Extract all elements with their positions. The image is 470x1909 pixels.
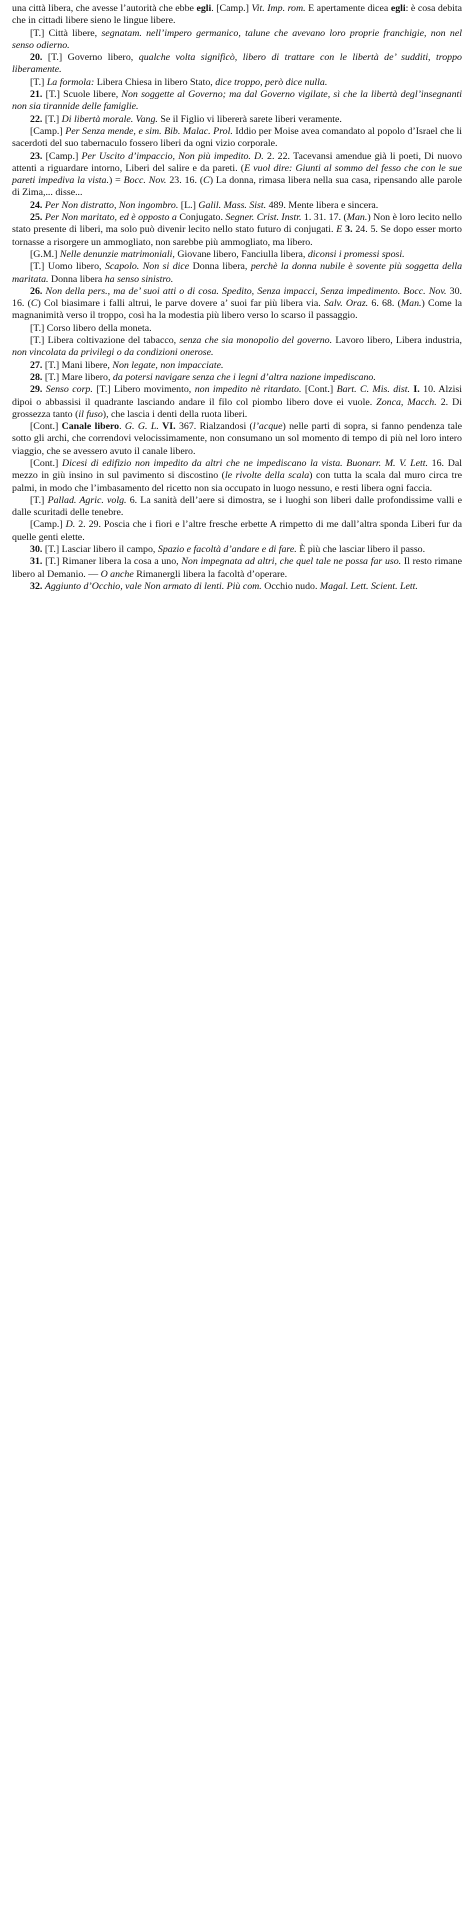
italic-text: Magal. Lett. Scient. Lett. bbox=[319, 580, 418, 592]
dictionary-entry bbox=[12, 556, 462, 581]
italic-text: non impedito nè ritardato. bbox=[194, 384, 302, 396]
bold-text: 32. bbox=[30, 580, 43, 592]
italic-text: Per Non maritato, ed è opposto a bbox=[44, 212, 177, 224]
entry-text: E apertamente dicea bbox=[305, 3, 391, 14]
dictionary-entry bbox=[12, 89, 462, 114]
italic-text: il fuso bbox=[78, 408, 103, 420]
dictionary-entry bbox=[12, 384, 462, 421]
entry-text: [T.] bbox=[30, 494, 48, 506]
entry-text: 30. 16. ( bbox=[12, 285, 463, 310]
entry-text: [T.] Lasciar libero il campo, bbox=[42, 544, 158, 556]
dictionary-entry bbox=[12, 200, 462, 212]
italic-text: diconsi i promessi sposi. bbox=[307, 248, 405, 260]
italic-text: Senso corp. bbox=[45, 384, 93, 396]
entry-text: 16. Dal mezzo in giù insino in sul pavimento si discostino ( bbox=[12, 457, 462, 482]
italic-text: Per Non distratto, Non ingombro. bbox=[44, 199, 179, 211]
entry-text: ) Non è loro lecito nello stato presente di liberi, ma solo può divenir lecito nello stato futuro di conjugati. bbox=[12, 212, 462, 236]
bold-text: 25. bbox=[30, 212, 43, 224]
entry-text: 367. Rialzandosi ( bbox=[175, 421, 253, 433]
entry-text: Se il Figlio vi libererà sarete liberi veramente. bbox=[157, 113, 342, 125]
bold-text: 31. bbox=[30, 556, 43, 568]
italic-text: C bbox=[203, 175, 210, 187]
italic-text: perchè la donna nubile è sovente più soggetta della maritata. bbox=[12, 261, 463, 285]
italic-text: Pallad. Agric. volg. bbox=[47, 494, 127, 506]
entry-text: una città libera, che avesse l’autorità che ebbe bbox=[12, 3, 197, 14]
italic-text: La formola: bbox=[46, 76, 95, 88]
bold-text: I. bbox=[413, 384, 420, 396]
entry-text: [T.] Mani libere, bbox=[42, 359, 113, 371]
entry-text: ) nelle parti di sopra, si fanno pendenza tale sotto gli archi, che correndovi velocissimamente, non consumano un sol momento di tempo di più nel loro intero viaggio, che se avessero avuto il canale libero. bbox=[12, 421, 462, 457]
entry-text: 6. 68. ( bbox=[368, 298, 401, 310]
dictionary-entry bbox=[12, 581, 462, 593]
bold-text: egli bbox=[196, 3, 212, 14]
entry-text: È più che lasciar libero il passo. bbox=[296, 544, 426, 556]
entry-text: : è cosa debita che in cittadi libere sieno le lingue libere. bbox=[12, 3, 463, 27]
entry-text: 2. Di grossezza tanto ( bbox=[12, 396, 462, 420]
bold-text: 23. bbox=[30, 150, 43, 162]
entry-text: ) La donna, rimasa libera nella sua casa, ripensando alle parole di Zima,... disse... bbox=[12, 175, 462, 199]
entry-text: [G.M.] bbox=[30, 248, 60, 260]
dictionary-entry bbox=[12, 495, 462, 520]
italic-text: Zonca, Macch. bbox=[376, 396, 437, 408]
entry-text: Donna libera bbox=[48, 273, 105, 285]
bold-text: 20. bbox=[30, 52, 43, 64]
bold-text: egli bbox=[390, 3, 406, 14]
entry-text: ) Col biasimare i falli altrui, le parve dovere a’ suoi far più libera via. bbox=[37, 298, 324, 310]
entry-text: ), che lascia i denti della ruota liberi. bbox=[102, 408, 248, 420]
bold-text: 24. bbox=[30, 199, 43, 211]
entry-text: Lavoro libero, Libera industria, bbox=[332, 335, 462, 347]
italic-text: Vit. Imp. rom. bbox=[251, 3, 306, 14]
entry-text: 1. 31. 17. ( bbox=[301, 212, 347, 224]
italic-text: Bocc. Nov. bbox=[123, 175, 167, 187]
italic-text: Nelle denunzie matrimoniali, bbox=[59, 248, 175, 260]
entry-text: [T.] Corso libero della moneta. bbox=[30, 322, 152, 334]
dictionary-entry bbox=[12, 335, 462, 360]
entry-text: [Cont.] bbox=[30, 457, 62, 469]
entry-text: [Cont.] bbox=[30, 421, 62, 433]
entry-text: [T.] Libera coltivazione del tabacco, bbox=[30, 335, 180, 347]
italic-text: Non impegnata ad altri, che quel tale ne possa far uso. bbox=[181, 556, 402, 568]
entry-text: [L.] bbox=[178, 199, 199, 211]
dictionary-entry bbox=[12, 421, 462, 458]
bold-text: 21. bbox=[30, 89, 43, 101]
entry-text: [T.] bbox=[30, 76, 47, 88]
italic-text: senza che sia monopolio del governo. bbox=[179, 335, 333, 347]
bold-text: 22. bbox=[30, 113, 43, 125]
entry-text: 2. 22. Tacevansi amendue già li poeti, Di nuovo attenti a riguardare intorno, Liberi del salire e da pareti. ( bbox=[12, 150, 463, 174]
bold-text: 27. bbox=[30, 359, 43, 371]
dictionary-entry bbox=[12, 323, 462, 335]
entry-text: Occhio nudo. bbox=[261, 580, 320, 592]
bold-text: 26. bbox=[30, 285, 43, 297]
italic-text: Galil. Mass. Sist. bbox=[198, 199, 267, 211]
italic-text: Segner. Crist. Instr. bbox=[225, 212, 302, 224]
italic-text: C bbox=[30, 298, 38, 310]
italic-text: Non della pers., ma de’ suoi atti o di cosa. Spedito, Senza impacci, Senza impedimento. Bocc. Nov. bbox=[45, 285, 447, 297]
italic-text: E bbox=[336, 224, 343, 236]
entry-text: Rimanergli libera la facoltà d’operare. bbox=[133, 568, 288, 580]
italic-text: Per Senza mende, e sim. Bib. Malac. Prol. bbox=[65, 125, 233, 137]
entry-text: [T.] Scuole libere, bbox=[42, 89, 122, 101]
bold-text: 3. bbox=[345, 224, 353, 236]
entry-text: [Camp.] bbox=[30, 125, 66, 137]
entry-text: [Camp.] bbox=[30, 519, 66, 531]
italic-text: D. bbox=[65, 519, 76, 531]
dictionary-entry bbox=[12, 3, 462, 28]
dictionary-entry bbox=[12, 261, 462, 286]
entry-text: 23. 16. ( bbox=[166, 175, 204, 187]
dictionary-entry bbox=[12, 52, 462, 77]
entry-text: [T.] Governo libero, bbox=[42, 52, 139, 64]
italic-text: Non legate, non impacciate. bbox=[112, 359, 224, 371]
bold-text: Canale libero bbox=[61, 421, 120, 433]
dictionary-entry bbox=[12, 151, 462, 200]
entry-text: Donna libera, bbox=[189, 261, 251, 273]
dictionary-entry bbox=[12, 372, 462, 384]
entry-text: 6. La sanità dell’aere si dimostra, se i luoghi son liberi dalle profondissime valli e dalle scuritadi delle tenebre. bbox=[12, 494, 463, 519]
italic-text: G. G. L. bbox=[124, 421, 159, 433]
entry-text: [T.] Città libere, bbox=[30, 27, 102, 39]
entry-text: ) Come la magnanimità verso il troppo, così ha la modestia più libero verso lo scarso il passaggio. bbox=[12, 298, 462, 322]
italic-text: Scapolo. Non si dice bbox=[104, 261, 190, 273]
entry-text: [T.] Libero movimento, bbox=[92, 384, 195, 396]
italic-text: segnatam. nell’impero germanico, talune che avevano loro proprie franchigie, non nel senso odierno. bbox=[12, 27, 462, 51]
italic-text: da potersi navigare senza che i legni d’altra nazione impediscano. bbox=[112, 371, 376, 383]
dictionary-entry bbox=[12, 212, 462, 249]
dictionary-entry bbox=[12, 249, 462, 261]
italic-text: Spazio e facoltà d’andare e di fare. bbox=[157, 544, 297, 556]
italic-text: Di libertà morale. Vang. bbox=[61, 113, 158, 125]
entry-text: . [Camp.] bbox=[211, 3, 252, 14]
dictionary-entry bbox=[12, 519, 462, 544]
entry-text: [T.] Rimaner libera la cosa a uno, bbox=[42, 556, 182, 568]
entry-text: 24. 5. Se dopo esser morto tornasse a risorgere un ammogliato, non sarebbe più ammogliato, ma libero. bbox=[12, 224, 462, 248]
entry-text: Giovane libero, Fanciulla libera, bbox=[174, 248, 308, 260]
dictionary-entry bbox=[12, 544, 462, 556]
entry-text: Libera Chiesa in libero Stato, bbox=[94, 76, 216, 88]
entry-text: 2. 29. Poscia che i fiori e l’altre fresche erbette A rimpetto di me dall’altra sponda Liberi fur da quelle genti elette. bbox=[12, 519, 462, 543]
dictionary-entry bbox=[12, 360, 462, 372]
italic-text: O anche bbox=[100, 568, 134, 580]
italic-text: E vuol dire: Giunti al sommo del fesso che con le sue pareti impediva la vista. bbox=[12, 162, 462, 187]
italic-text: Man. bbox=[346, 212, 368, 224]
italic-text: Per Uscito d’impaccio, Non più impedito. D. bbox=[81, 150, 264, 162]
italic-text: le rivolte della scala bbox=[224, 470, 310, 482]
italic-text: dice troppo, però dice nulla. bbox=[215, 76, 328, 88]
entry-text: Iddio per Moise avea comandato al popolo d’Israel che li sacerdoti del suo tabernaculo fossero liberi da ogni vizio corporale. bbox=[12, 125, 462, 150]
bold-text: 30. bbox=[30, 544, 43, 556]
entry-text: . bbox=[119, 421, 125, 433]
dictionary-entry bbox=[12, 458, 462, 495]
dictionary-entry bbox=[12, 114, 462, 126]
italic-text: Aggiunto d’Occhio, vale Non armato di lenti. Più com. bbox=[44, 580, 262, 592]
italic-text: qualche volta significò, libero di trattare con le libertà de’ sudditi, troppo liberamente. bbox=[12, 52, 462, 76]
entry-text: [T.] bbox=[42, 113, 62, 125]
entry-text: ) con tutta la scala dal muro circa tre palmi, in modo che l’imbasamento del ricetto non sia occupato in luogo nessuno, e resti libera ogni faccia. bbox=[12, 470, 463, 494]
entry-text: 10. Alzisi dipoi o abbassisi il quadrante lasciando andare il filo col piombo libero dove ei vuole. bbox=[12, 384, 462, 408]
entry-text: 489. Mente libera e sincera. bbox=[266, 199, 379, 211]
italic-text: ha senso sinistro. bbox=[104, 273, 174, 285]
bold-text: 28. bbox=[30, 371, 43, 383]
italic-text: Bart. C. Mis. dist. bbox=[336, 384, 410, 396]
italic-text: l’acque bbox=[252, 421, 283, 433]
dictionary-entry bbox=[12, 28, 462, 53]
italic-text: Dicesi di edifizio non impedito da altri che ne impediscano la vista. Buonarr. M. V. Lett. bbox=[61, 457, 428, 469]
italic-text: non vincolata da privilegi o da condizioni onerose. bbox=[12, 347, 214, 359]
bold-text: 29. bbox=[30, 384, 43, 396]
entry-text: [Camp.] bbox=[42, 150, 82, 162]
bold-text: VI. bbox=[162, 421, 176, 433]
entry-text: ) = bbox=[108, 175, 124, 187]
italic-text: Man. bbox=[400, 298, 422, 310]
entry-text: [Cont.] bbox=[301, 384, 337, 396]
entry-text: [T.] Mare libero, bbox=[42, 371, 113, 383]
entry-text: Il resto rimane libero al Demanio. — bbox=[12, 556, 462, 580]
italic-text: Non soggette al Governo; ma dal Governo vigilate, sì che la libertà degl’insegnanti non sia tirannide delle famiglie. bbox=[12, 89, 462, 113]
entry-text: [T.] Uomo libero, bbox=[30, 261, 105, 273]
italic-text: Salv. Oraz. bbox=[323, 298, 369, 310]
dictionary-entry bbox=[12, 77, 462, 89]
dictionary-entry bbox=[12, 286, 462, 323]
dictionary-entry bbox=[12, 126, 462, 151]
entry-text: Conjugato. bbox=[176, 212, 226, 224]
